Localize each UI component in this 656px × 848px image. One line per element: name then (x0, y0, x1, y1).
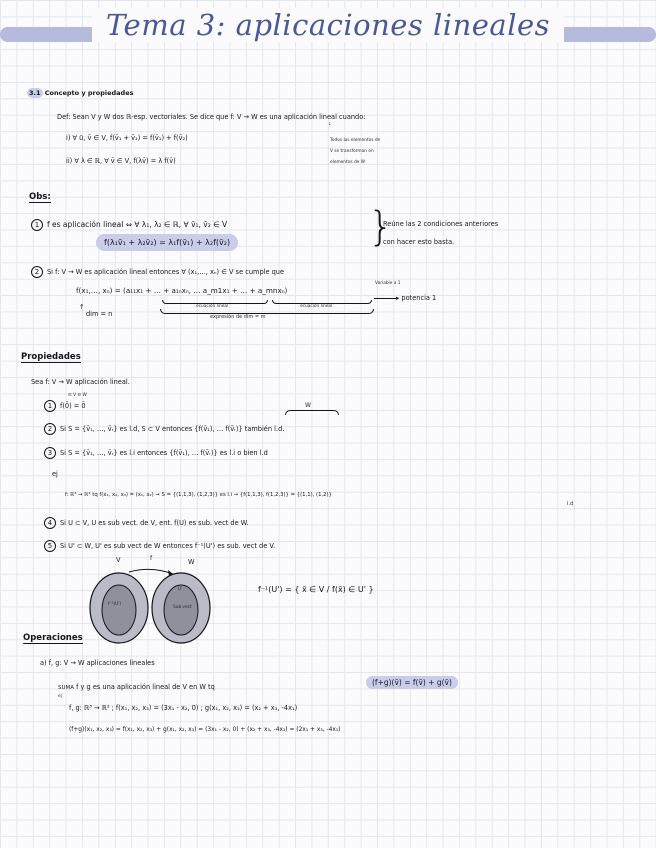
obs-2-potencia: ▸ potencia 1 (396, 294, 437, 302)
side-note-1: Todos los elementos de (330, 138, 381, 143)
ops-suma: SUMA f y g es una aplicación lineal de V en W tq (58, 683, 215, 691)
ops-result: (f+g)(x₁, x₂, x₃) = f(x₁, x₂, x₃) + g(x₁, x₂, x₃) = (3x₁ - x₂, 0) + (x₂ + x₃, -4x₁) = (2x₁ + x₃, -4x₁) (69, 727, 341, 733)
obs-2-label-2: ecuación lineal (300, 304, 333, 309)
obs-2-label-3: expresión de dim = m (210, 314, 266, 320)
brace-total (160, 309, 374, 314)
diagram-inner-left: f⁻¹(U') (108, 602, 122, 607)
subspace-ellipse (164, 585, 198, 635)
preimage-definition: f⁻¹(U') = { x̄ ∈ V / f(x̄) ∈ U' } (258, 585, 374, 594)
obs-2-dim: dim = n (86, 310, 113, 318)
number-2-icon: 2 (31, 266, 43, 278)
obs-2-label-1: ecuación lineal (196, 304, 229, 309)
prop-2: 2 Si S = {v̄₁, …, v̄ᵣ} es l.d, S ⊂ V entonces {f(v̄₁), … f(v̄ᵣ)} también l.d. (44, 423, 284, 435)
obs-1: 1 f es aplicación lineal ⇔ ∀ λ₁, λ₂ ∈ ℝ, ∀ v̄₁, v̄₂ ∈ V (31, 219, 227, 231)
obs-2-formula: f(x₁,…, xₙ) = (a₁₁x₁ + … + a₁ₙxₙ, … a_m1x₁ + … + a_mnxₙ) (76, 286, 288, 295)
brace-top (285, 410, 339, 415)
preimage-ellipse (102, 585, 136, 635)
arrow-up-icon: ↑ (79, 303, 85, 311)
prop-3-ej: ej (52, 470, 58, 478)
prop-3-example: f: ℝ³ → ℝ² tq f(x₁, x₂, x₃) = (x₁, x₂) → S = {(1,1,3), (1,2,3)} es l.i → {f(1,1,3), f(1,2,3)} = {(1,1), (1,2)} (65, 492, 332, 498)
arrow-curve (129, 569, 173, 574)
number-1-icon: 1 (31, 219, 43, 231)
section-heading: 3.1 Concepto y propiedades (29, 89, 134, 97)
suma-formula: (f+g)(v̄) = f(v̄) + g(v̄) (366, 678, 458, 687)
props-intro: Sea f: V → W aplicación lineal. (31, 378, 130, 386)
number-2-icon: 2 (44, 423, 56, 435)
diagram-f: f (150, 555, 153, 562)
obs-2: 2 Si f: V → W es aplicación lineal entonces ∀ (x₁,…, xₙ) ∈ V se cumple que (31, 266, 284, 278)
prop-4: 4 Si U ⊂ V, U es sub vect. de V, ent. f(U) es sub. vect de W. (44, 517, 249, 529)
prop-3-ld: l.d (567, 501, 574, 507)
condition-1: i) ∀ ū, v̄ ∈ V, f(v̄₁ + v̄₂) = f(v̄₁) + f(v̄₂) (66, 134, 188, 142)
number-5-icon: 5 (44, 540, 56, 552)
condition-2: ii) ∀ λ ∈ ℝ, ∀ v̄ ∈ V, f(λv̄) = λ f(v̄) (66, 157, 176, 165)
prop-5: 5 Si U' ⊂ W, U' es sub vect de W entonces f⁻¹(U') es sub. vect de V. (44, 540, 275, 552)
ops-ej: ej (58, 694, 62, 699)
page-title: Tema 3: aplicaciones lineales (0, 8, 656, 42)
prop-3: 3 Si S = {v̄₁, …, v̄ᵣ} es l.i entonces {f(v̄₁), … f(v̄ᵣ)} es l.i o bien l.d (44, 447, 268, 459)
prop-1: 1 f(0̄) = 0̄ (44, 400, 86, 412)
number-4-icon: 4 (44, 517, 56, 529)
side-note-2: V se transforman en (330, 149, 374, 154)
obs-2-variable: Variable a 1 (375, 281, 401, 286)
arrow-line (374, 298, 398, 299)
brace-icon: } (368, 204, 394, 250)
number-1-icon: 1 (44, 400, 56, 412)
diagram-v: V (116, 556, 121, 564)
diagram-u: U' (178, 587, 183, 592)
ops-a: a) f, g: V → W aplicaciones lineales (40, 659, 155, 667)
prop-1-sup: ∈ V ∈ W (68, 393, 87, 398)
diagram-inner-right: Sub vect (173, 605, 192, 610)
number-3-icon: 3 (44, 447, 56, 459)
suma-label: SUMA (58, 685, 75, 691)
definition: Def: Sean V y W dos ℝ-esp. vectoriales. Se dice que f: V → W es una aplicación lineal cuando: (57, 113, 366, 121)
arrow-down-icon: ↓ (328, 122, 332, 127)
props-heading: Propiedades (21, 352, 81, 362)
side-note-3: elementos de W (330, 160, 365, 165)
obs-1-note-1: Reúne las 2 condiciones anteriores (383, 220, 499, 228)
ops-example: f, g: ℝ³ → ℝ² ; f(x₁, x₂, x₃) = (3x₁ - x₂, 0) ; g(x₁, x₂, x₃) = (x₂ + x₃, -4x₁) (69, 704, 298, 712)
ops-heading: Operaciones (23, 633, 83, 643)
obs-1-formula: f(λ₁v̄₁ + λ₂v̄₂) = λ₁f(v̄₁) + λ₂f(v̄₂) (96, 234, 238, 251)
obs-1-note-2: con hacer esto basta. (383, 238, 455, 246)
diagram-w: W (188, 558, 195, 566)
mapping-diagram (85, 555, 215, 648)
prop-2-w: W (305, 402, 311, 409)
obs-heading: Obs: (29, 192, 51, 202)
